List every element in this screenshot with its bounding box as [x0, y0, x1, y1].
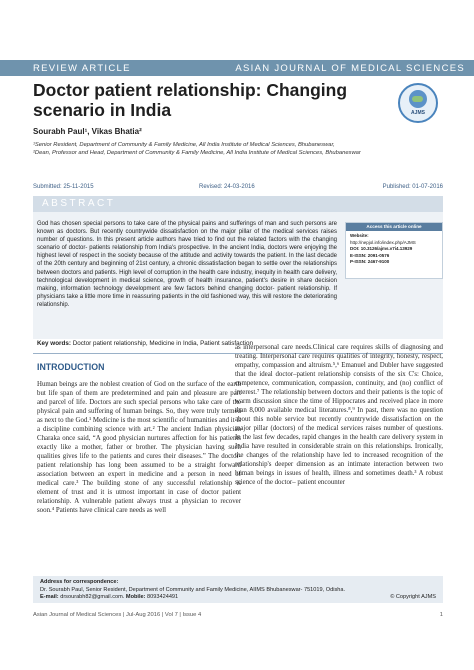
- article-type: REVIEW ARTICLE: [33, 62, 131, 74]
- published-date: Published: 01-07-2016: [382, 184, 443, 190]
- website-link[interactable]: http://nepjol.info/index.php/AJMS: [350, 239, 416, 245]
- submitted-date: Submitted: 25-11-2015: [33, 184, 94, 190]
- footer-citation: Asian Journal of Medical Sciences | Jul-Aug 2016 | Vol 7 | Issue 4: [33, 612, 202, 618]
- p-issn: P-ISSN: 2467-9100: [350, 259, 390, 265]
- page-footer: [33, 612, 443, 618]
- affiliations: [33, 142, 443, 157]
- email-link[interactable]: drsourabh82@gmail.com.: [58, 594, 125, 601]
- journal-banner: [0, 60, 474, 76]
- abstract-heading: ABSTRACT: [42, 198, 116, 209]
- introduction-heading: INTRODUCTION: [37, 362, 105, 372]
- body-right-column: as interpersonal care needs.Clinical care requires skills of diagnosing and treating. Interpersonal care requires qualities of integrity, honesty, respect, empathy, compassion and altruism.⁵,⁶ Emanuel and Dubler have suggested that the ideal doctor–patient relationship consists of the six C's: Choice, competence, communication, compassion, continuity, and (no) conflict of interest.⁷ The relationship between doctors and their patients is the topic of warm discussion since the time of Hippocrates and received place in more than 8,000 available medical literatures.⁸,⁹ In past, there was no question about this noble service but recently countrywide dissatisfaction on the major pillar (doctors) of the medical services raises number of questions. In the last few decades, rapid changes in the health care delivery system in India have resulted in considerable strain on this relationships. Ironically, the changes of the relationship have led to increased recognition of the relationship's deeper dimension as an intimate interaction between two human beings in issues of health, illness and sometimes death.³ A robust science of the doctor– patient encounter: [235, 344, 443, 487]
- doi: DOI: 10.3126/ajms.v7i4.13929: [350, 246, 413, 252]
- affiliation-2: ²Dean, Professor and Head, Department of Community & Family Medicine, All India Institute of Medical Sciences, Bhubaneswar: [33, 149, 361, 156]
- contact-row: [40, 594, 436, 602]
- keywords-label: Key words:: [37, 340, 71, 347]
- access-header: Access this article online: [346, 223, 442, 231]
- e-issn: E-ISSN: 2091-0576: [350, 252, 390, 258]
- abstract-text: God has chosen special persons to take care of the physical pains and sufferings of man and such persons are known as doctors. But recently countrywide dissatisfaction on the major pillar of the medical services raises number of questions. In this present article authors have tried to find out the related factors with the changing scenario of doctor- patients relationship from India's prospective. In the ancient India, doctors were enjoying the highest level of respect in the society because of the attitude and activity towards the patient. In the last decade of the 20th century and beginning of 21st century, a chronic dissatisfaction began to settle over the relationships between doctors and patients. High level of corruption in the health care industry, inequity in health care delivery, technological development in medical science, growth of health insurance, patient's desire in share decision making, information technology development are few factors behind changing doctor- patient relationship. If physicians take a little more time in reassuring patients in the old fashioned way, this will restore the deteriorating relationship.: [37, 221, 337, 308]
- correspondence-text: Dr. Sourabh Paul, Senior Resident, Department of Community and Family Medicine, AIIMS Bhubaneswar- 751019, Odisha.: [40, 586, 346, 593]
- body-left-column: Human beings are the noblest creation of God on the surface of the earth but life span of them are predetermined and pain and pleasure are part and parcel of life. Doctors are such special persons who take care of the physical pain and suffering of human beings. So, they were truly termed as next to the God.¹ Medicine is the most scientific of humanities and it is a discipline combining science with art.² The ancient Indian physician Charaka once said, “A good physician nurtures affection for his patients exactly like a mother, father or brother. The physician having such qualities gives life to the patients and cures their diseases.” The doctor-patient relationship has long been assumed to be a straight forward association between an expert in medicine and a person in need of medical care.³ The building stone of any successful relationship is element of trust and it is utmost important in case of doctor patient relationship. A vulnerable patient always trust a physician to recover soon.⁴ Patients have clinical care needs as well: [37, 381, 241, 515]
- globe-icon: [409, 90, 427, 108]
- revised-date: Revised: 24-03-2016: [199, 184, 255, 190]
- logo-text: AJMS: [411, 110, 425, 116]
- correspondence-box: [33, 576, 443, 603]
- page-number: 1: [439, 612, 443, 618]
- copyright: © Copyright AJMS: [390, 594, 436, 601]
- mobile-number: 8093424491: [145, 594, 179, 601]
- affiliation-1: ¹Senior Resident, Department of Community & Family Medicine, All India Institute of Medical Sciences, Bhubaneswar,: [33, 142, 335, 148]
- access-online-box: [345, 222, 443, 279]
- journal-logo: [398, 83, 438, 123]
- authors: Sourabh Paul¹, Vikas Bhatia²: [33, 127, 142, 136]
- website-label: Website:: [350, 233, 369, 238]
- article-title: Doctor patient relationship: Changing scenario in India: [33, 80, 348, 120]
- keywords-text: Doctor patient relationship, Medicine in India, Patient satisfaction: [70, 340, 253, 347]
- email-label: E-mail:: [40, 594, 59, 601]
- abstract-header: [33, 196, 443, 212]
- correspondence-label: Address for correspondence:: [40, 579, 119, 585]
- mobile-label: Mobile:: [125, 594, 146, 601]
- keywords: [37, 340, 253, 347]
- journal-name: ASIAN JOURNAL OF MEDICAL SCIENCES: [235, 62, 465, 74]
